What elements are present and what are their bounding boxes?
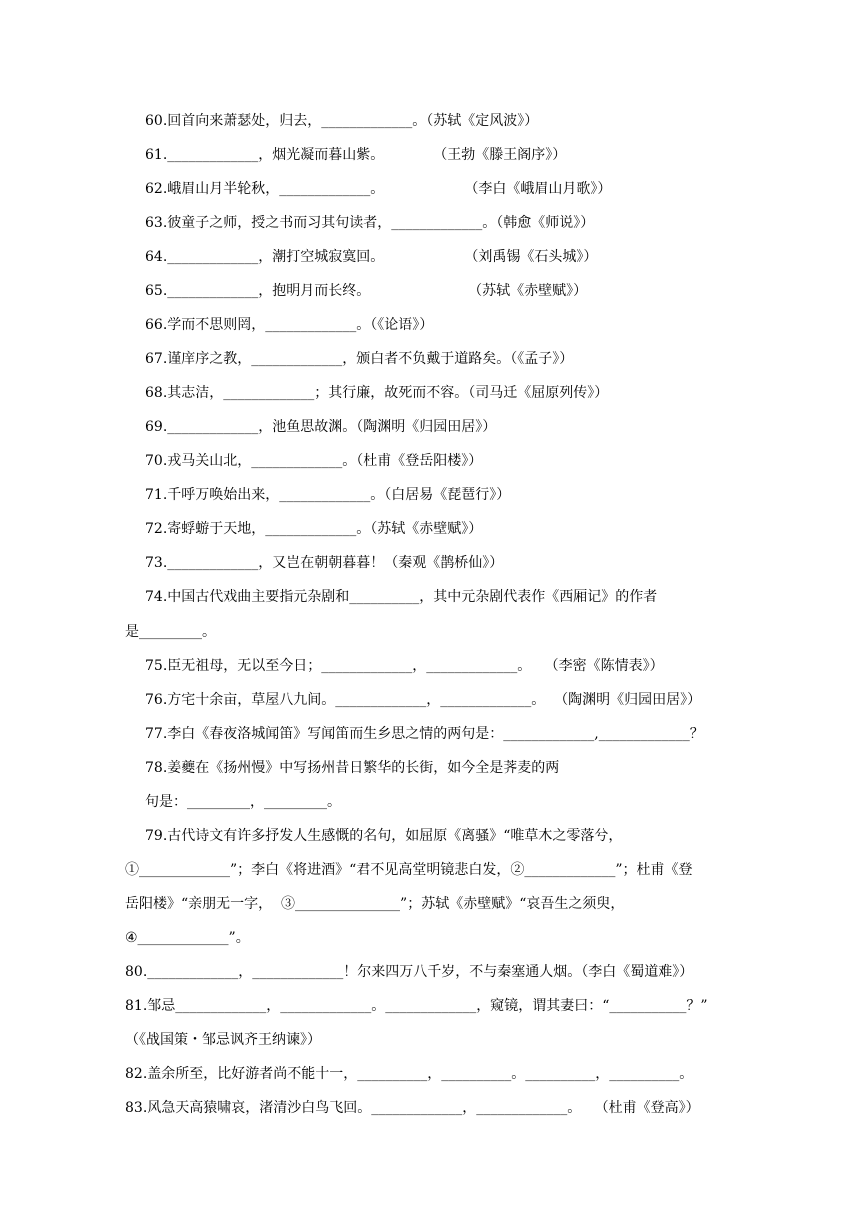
- question-81: 81.邹忌_____________，_____________。_____________，窥镜，谓其妻曰：“___________？”: [125, 998, 708, 1014]
- question-67: 67.谨庠序之教，_____________，颁白者不负戴于道路矣。（《孟子》）: [145, 351, 574, 367]
- question-79-line-4: ④_____________”。: [125, 930, 250, 946]
- question-77: 77.李白《春夜洛城闻笛》写闻笛而生乡思之情的两句是：_____________,_____________？: [145, 726, 704, 742]
- question-60: 60.回首向来萧瑟处，归去，_____________。（苏轼《定风波》）: [145, 113, 539, 129]
- question-65: 65._____________，抱明月而长终。 （苏轼《赤壁赋》）: [145, 283, 588, 299]
- question-61: 61._____________，烟光凝而暮山紫。 （王勃《滕王阁序》）: [145, 147, 567, 163]
- question-73: 73._____________，又岂在朝朝暮暮！（秦观《鹊桥仙》）: [145, 555, 504, 571]
- question-75: 75.臣无祖母，无以至今日；_____________，_____________。 （李密《陈情表》）: [145, 658, 664, 674]
- question-79-line-2: ①_____________”；李白《将进酒》“君不见高堂明镜悲白发，②_____________”；杜甫《登: [125, 862, 693, 878]
- question-81-source: （《战国策・邹忌讽齐王纳谏》）: [125, 1032, 321, 1048]
- question-79: 79.古代诗文有许多抒发人生感慨的名句，如屈原《离骚》“唯草木之零落兮，: [145, 828, 623, 844]
- question-64: 64._____________，潮打空城寂寞回。 （刘禹锡《石头城》）: [145, 249, 598, 265]
- question-83: 83.风急天高猿啸哀，渚清沙白鸟飞回。_____________，_____________。 （杜甫《登高》）: [125, 1100, 700, 1116]
- question-78: 78.姜夔在《扬州慢》中写扬州昔日繁华的长街，如今全是荠麦的两: [145, 760, 560, 776]
- question-74-continued: 是_________。: [125, 624, 216, 640]
- question-72: 72.寄蜉蝣于天地，_____________。（苏轼《赤壁赋》）: [145, 521, 483, 537]
- question-82: 82.盖余所至，比好游者尚不能十一，__________，__________。__________，__________。: [125, 1066, 694, 1082]
- question-76: 76.方宅十余亩，草屋八九间。_____________，_____________。 （陶渊明《归园田居》）: [145, 692, 702, 708]
- question-74: 74.中国古代戏曲主要指元杂剧和__________，其中元杂剧代表作《西厢记》的作者: [145, 589, 658, 605]
- question-62: 62.峨眉山月半轮秋，_____________。 （李白《峨眉山月歌》）: [145, 181, 612, 197]
- question-69: 69._____________，池鱼思故渊。（陶渊明《归园田居》）: [145, 419, 497, 435]
- question-79-line-3: 岳阳楼》“亲朋无一字， ③_______________”；苏轼《赤壁赋》“哀吾生之须臾，: [125, 896, 625, 912]
- question-63: 63.彼童子之师，授之书而习其句读者，_____________。（韩愈《师说》）: [145, 215, 595, 231]
- question-66: 66.学而不思则罔，_____________。（《论语》）: [145, 317, 434, 333]
- question-70: 70.戎马关山北，_____________。（杜甫《登岳阳楼》）: [145, 453, 483, 469]
- question-78-continued: 句是：_________，_________。: [145, 794, 341, 810]
- question-80: 80._____________，_____________！尔来四万八千岁，不与秦塞通人烟。（李白《蜀道难》）: [125, 964, 694, 980]
- question-71: 71.千呼万唤始出来，_____________。（白居易《琵琶行》）: [145, 487, 511, 503]
- question-68: 68.其志洁，_____________；其行廉，故死而不容。（司马迁《屈原列传》）: [145, 385, 609, 401]
